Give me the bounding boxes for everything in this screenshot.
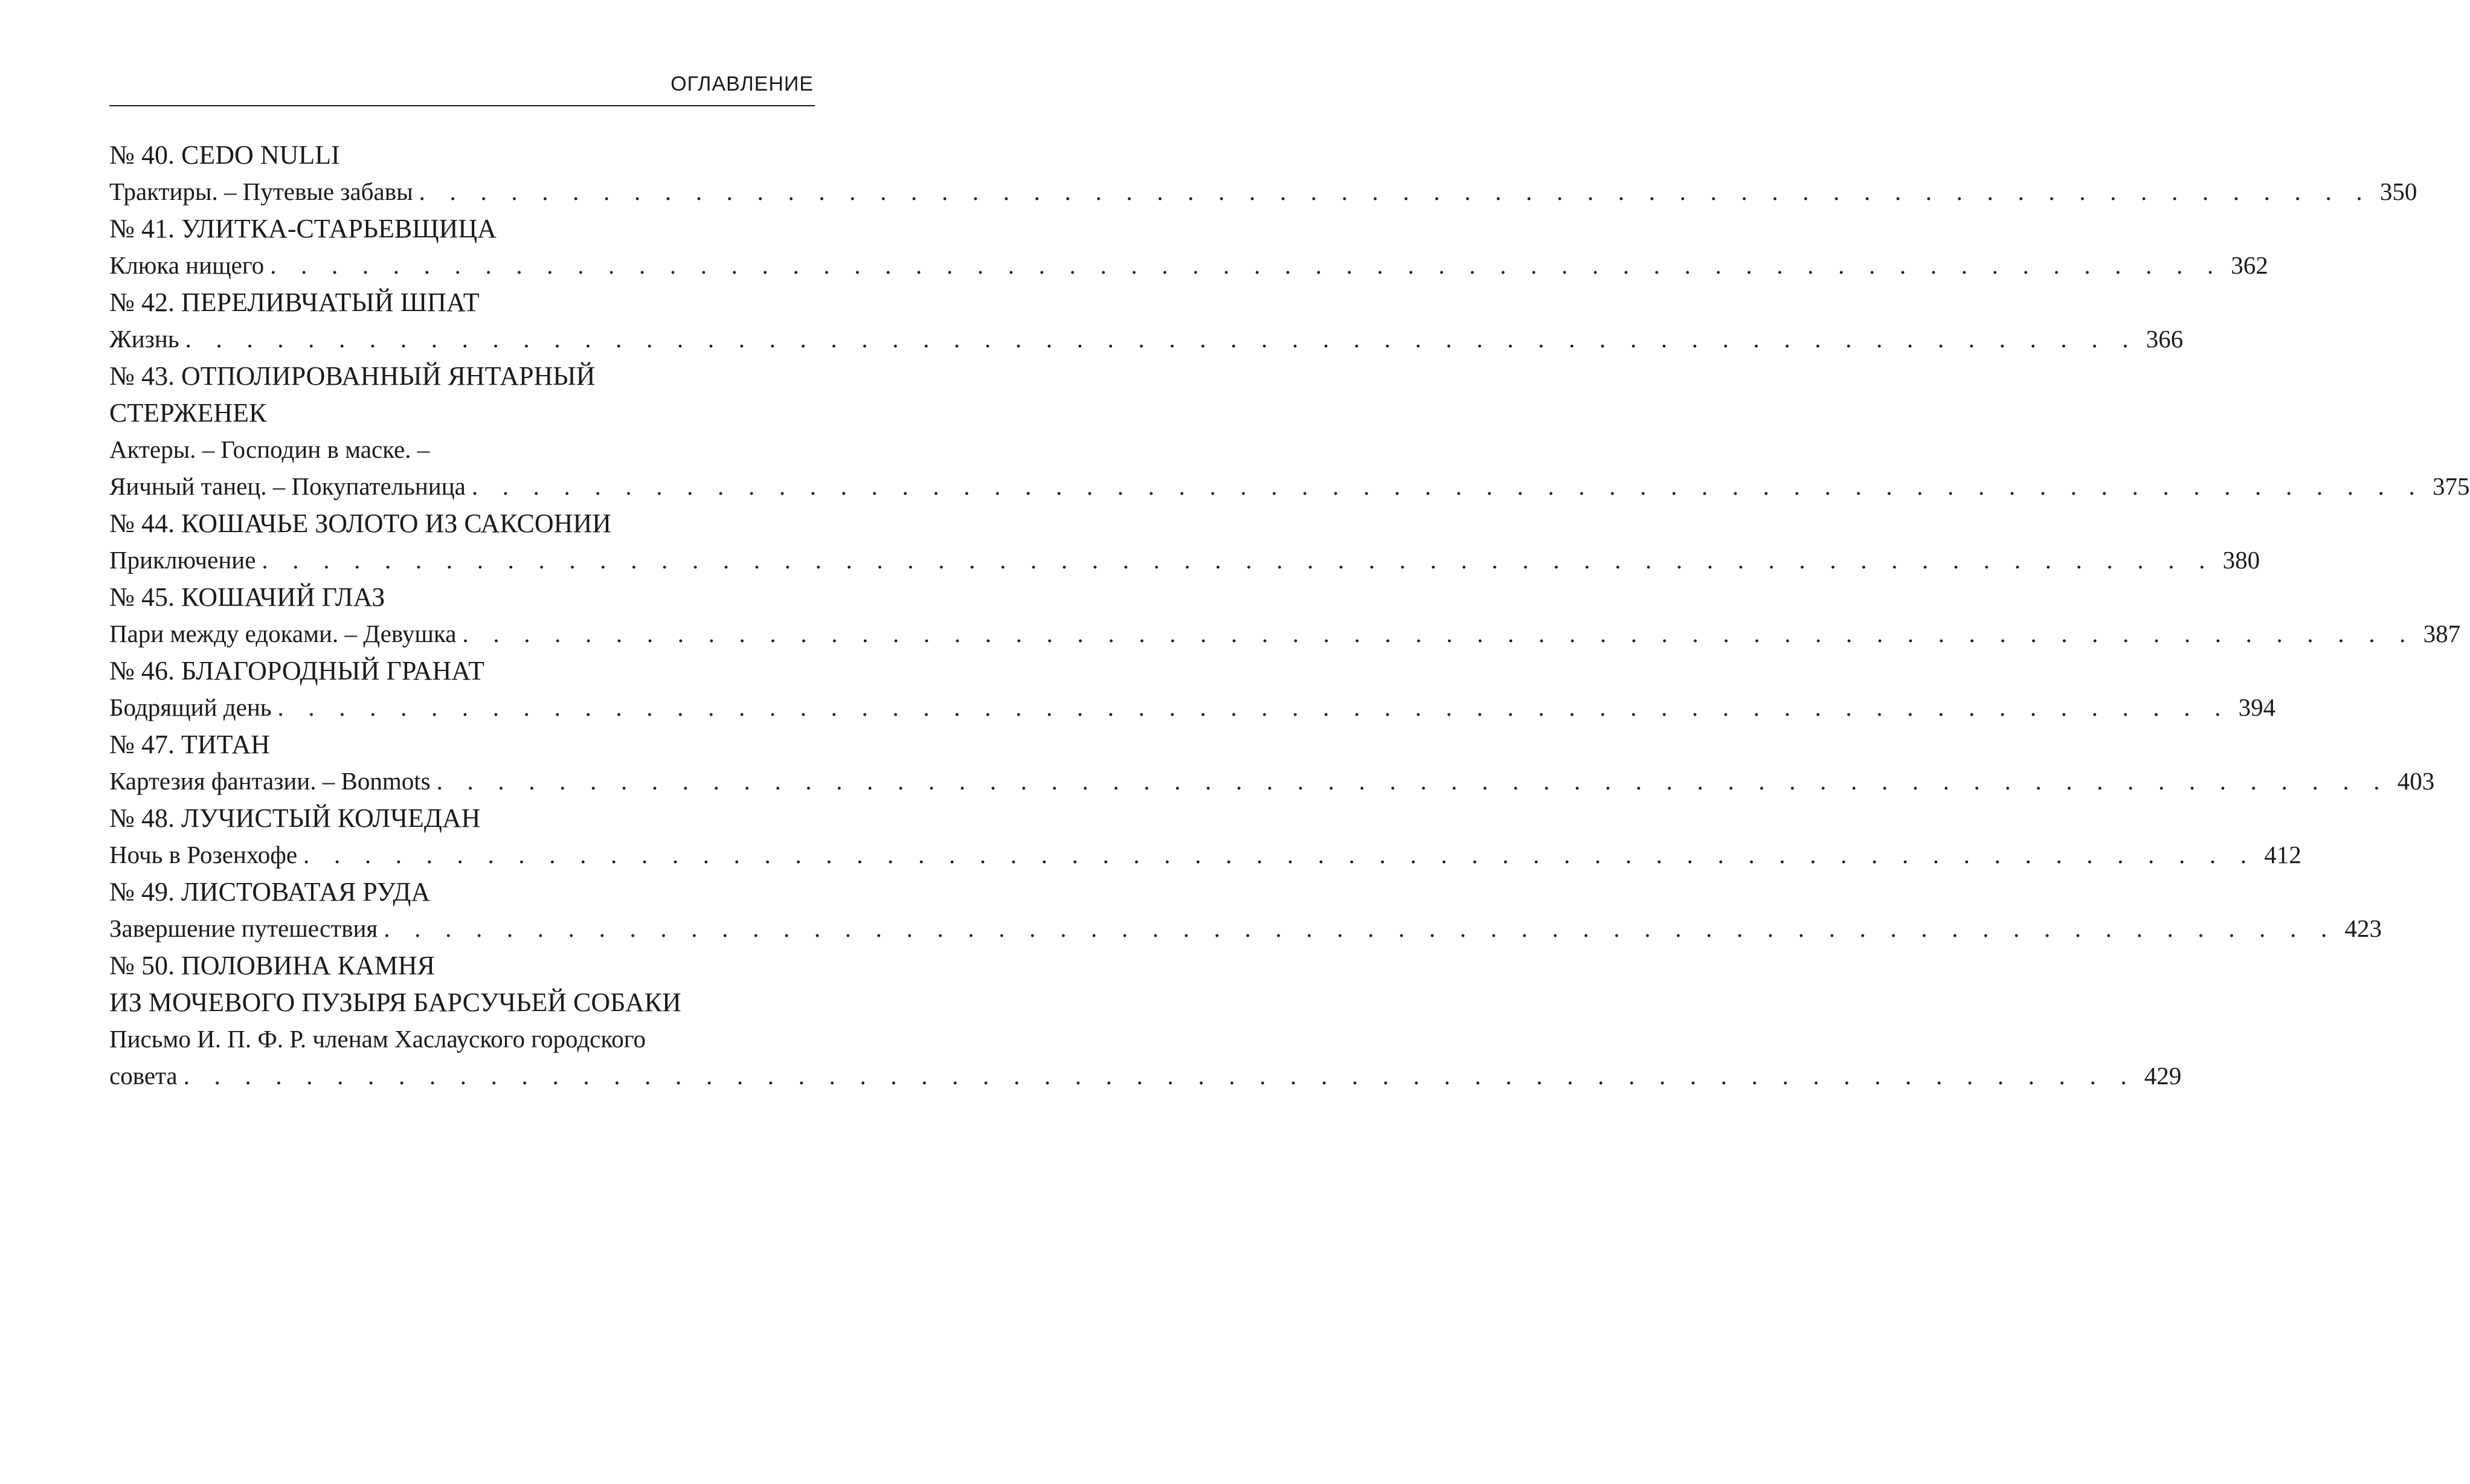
dot-leader: . . . . . . . . . . . . . . . . . . . . . . . . . . . . . . . . . . . . . . . . . . . . . . . . . . . . . . . . . . . . . . . . [384,914,2337,942]
dot-leader: . . . . . . . . . . . . . . . . . . . . . . . . . . . . . . . . . . . . . . . . . . . . . . . . . . . . . . . . . . . . . . . . [462,620,2415,647]
toc-entry [109,137,2417,210]
chapter-title: № 43. ОТПОЛИРОВАННЫЙ ЯНТАРНЫЙ [109,361,596,391]
section-text: Картезия фантазии. – Bonmots [109,767,431,795]
toc-entry [109,579,2461,652]
toc-entry [109,505,2260,579]
toc-row [109,247,2268,284]
section-list [109,910,2382,947]
toc-entry [109,652,2276,726]
section-text: Бодрящий день [109,693,272,721]
page-number: 366 [2146,325,2184,353]
header-title: ОГЛАВЛЕНИЕ [671,72,814,95]
chapter-title: № 47. ТИТАН [109,730,270,759]
section-text: Письмо И. П. Ф. Р. членам Хаслауского городского [109,1025,646,1053]
page-number: 423 [2344,914,2382,942]
page-number: 394 [2238,693,2276,721]
section-text: Яичный танец. – Покупательница [109,472,466,500]
section-text: Клюка нищего [109,251,265,279]
section-list [109,615,2461,652]
toc-row [109,615,2461,652]
dot-leader: . . . . . . . . . . . . . . . . . . . . . . . . . . . . . . . . . . . . . . . . . . . . . . . . . . . . . . . . . . . . . . . . [436,767,2389,795]
section-list [109,1021,2182,1094]
dot-leader: . . . . . . . . . . . . . . . . . . . . . . . . . . . . . . . . . . . . . . . . . . . . . . . . . . . . . . . . . . . . . . . . [419,178,2372,205]
section-list [109,542,2260,579]
toc-row [109,321,2184,358]
page-number: 403 [2397,767,2435,795]
dot-leader: . . . . . . . . . . . . . . . . . . . . . . . . . . . . . . . . . . . . . . . . . . . . . . . . . . . . . . . . . . . . . . . . [270,251,2223,279]
chapter-title: № 44. КОШАЧЬЕ ЗОЛОТО ИЗ САКСОНИИ [109,509,611,538]
toc-row [109,173,2417,210]
section-text: Ночь в Розенхофе [109,841,298,869]
chapter-title: № 42. ПЕРЕЛИВЧАТЫЙ ШПАТ [109,287,480,317]
section-list [109,837,2301,873]
page-number: 350 [2379,178,2417,205]
toc-row [109,910,2382,947]
page-number: 429 [2144,1062,2182,1090]
page-number: 375 [2433,472,2470,500]
table-of-contents [109,137,2470,1094]
toc-entry [109,210,2268,284]
chapter-title: № 46. БЛАГОРОДНЫЙ ГРАНАТ [109,656,485,686]
dot-leader: . . . . . . . . . . . . . . . . . . . . . . . . . . . . . . . . . . . . . . . . . . . . . . . . . . . . . . . . . . . . . . . . [471,472,2425,500]
page-number: 362 [2231,251,2268,279]
section-text: Трактиры. – Путевые забавы [109,178,413,205]
running-header [109,65,815,106]
page-number: 387 [2423,620,2461,647]
section-list [109,763,2435,800]
toc-entry [109,284,2184,358]
section-text: Приключение [109,546,256,574]
section-text: совета [109,1062,178,1090]
dot-leader: . . . . . . . . . . . . . . . . . . . . . . . . . . . . . . . . . . . . . . . . . . . . . . . . . . . . . . . . . . . . . . . . [277,693,2230,721]
toc-row [109,689,2276,726]
page-number: 380 [2222,546,2260,574]
toc-entry [109,358,2470,505]
section-list [109,173,2417,210]
section-list [109,247,2268,284]
section-text: Актеры. – Господин в маске. – [109,435,430,463]
toc-entry [109,800,2301,873]
section-text: Завершение путешествия [109,914,378,942]
toc-row [109,1058,2182,1094]
section-list [109,689,2276,726]
toc-row [109,468,2470,505]
dot-leader: . . . . . . . . . . . . . . . . . . . . . . . . . . . . . . . . . . . . . . . . . . . . . . . . . . . . . . . . . . . . . . . . [183,1062,2136,1090]
toc-row [109,763,2435,800]
chapter-title: № 49. ЛИСТОВАТАЯ РУДА [109,877,431,907]
chapter-title: № 50. ПОЛОВИНА КАМНЯ [109,951,435,980]
dot-leader: . . . . . . . . . . . . . . . . . . . . . . . . . . . . . . . . . . . . . . . . . . . . . . . . . . . . . . . . . . . . . . . . [303,841,2256,869]
chapter-title: № 40. CEDO NULLI [109,140,340,170]
chapter-title: № 41. УЛИТКА-СТАРЬЕВЩИЦА [109,214,497,243]
dot-leader: . . . . . . . . . . . . . . . . . . . . . . . . . . . . . . . . . . . . . . . . . . . . . . . . . . . . . . . . . . . . . . . . [185,325,2138,353]
chapter-title: № 48. ЛУЧИСТЫЙ КОЛЧЕДАН [109,803,481,833]
section-text: Жизнь [109,325,179,353]
page-number: 412 [2264,841,2301,869]
section-text: Пари между едоками. – Девушка [109,620,457,647]
chapter-title: ИЗ МОЧЕВОГО ПУЗЫРЯ БАРСУЧЬЕЙ СОБАКИ [109,988,681,1017]
toc-entry [109,726,2435,800]
section-list [109,321,2184,358]
toc-row [109,837,2301,873]
chapter-title: № 45. КОШАЧИЙ ГЛАЗ [109,582,385,612]
toc-entry [109,873,2382,947]
section-list [109,431,2470,505]
toc-entry [109,947,2182,1094]
dot-leader: . . . . . . . . . . . . . . . . . . . . . . . . . . . . . . . . . . . . . . . . . . . . . . . . . . . . . . . . . . . . . . . . [262,546,2214,574]
toc-row [109,542,2260,579]
chapter-title: СТЕРЖЕНЕК [109,398,267,428]
